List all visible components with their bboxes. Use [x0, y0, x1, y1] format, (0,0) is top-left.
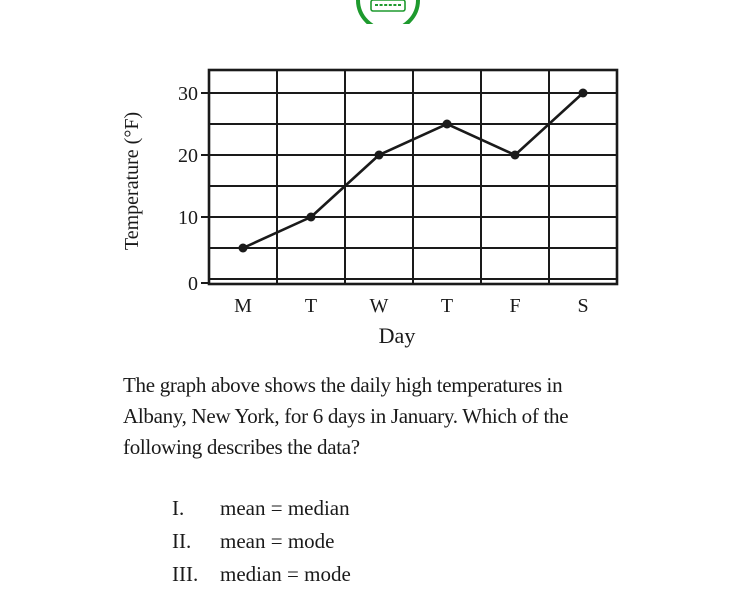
question-line: following describes the data? — [123, 435, 360, 459]
question-line: Albany, New York, for 6 days in January. Which of the — [123, 404, 569, 428]
question-line: The graph above shows the daily high temperatures in — [123, 373, 563, 397]
data-point — [443, 120, 452, 129]
option-text: mean = mode — [220, 529, 335, 553]
x-tick-label: W — [369, 295, 389, 317]
question-text — [123, 370, 683, 463]
x-tick-label: T — [440, 295, 454, 317]
y-tick-label: 10 — [178, 207, 198, 229]
data-point — [511, 151, 520, 160]
data-point — [307, 213, 316, 222]
option-number: II. — [172, 529, 192, 553]
option-number: I. — [172, 496, 185, 520]
x-axis-ticks — [234, 295, 588, 317]
y-axis-label: Temperature (°F) — [121, 111, 143, 251]
y-tick-label: 30 — [178, 83, 198, 105]
x-tick-label: S — [577, 295, 589, 317]
data-point — [375, 151, 384, 160]
x-axis-label: Day — [378, 323, 416, 348]
x-tick-label: M — [234, 295, 252, 317]
option-text: median = mode — [220, 562, 351, 586]
data-point — [239, 244, 248, 253]
y-tick-label: 0 — [188, 273, 198, 295]
data-point — [579, 89, 588, 98]
x-tick-label: T — [304, 295, 318, 317]
y-axis-ticks — [178, 83, 209, 295]
chart-grid — [209, 70, 617, 284]
option-text: mean = median — [220, 496, 350, 520]
x-tick-label: F — [509, 295, 521, 317]
y-tick-label: 20 — [178, 145, 198, 167]
option-number: III. — [172, 562, 199, 586]
